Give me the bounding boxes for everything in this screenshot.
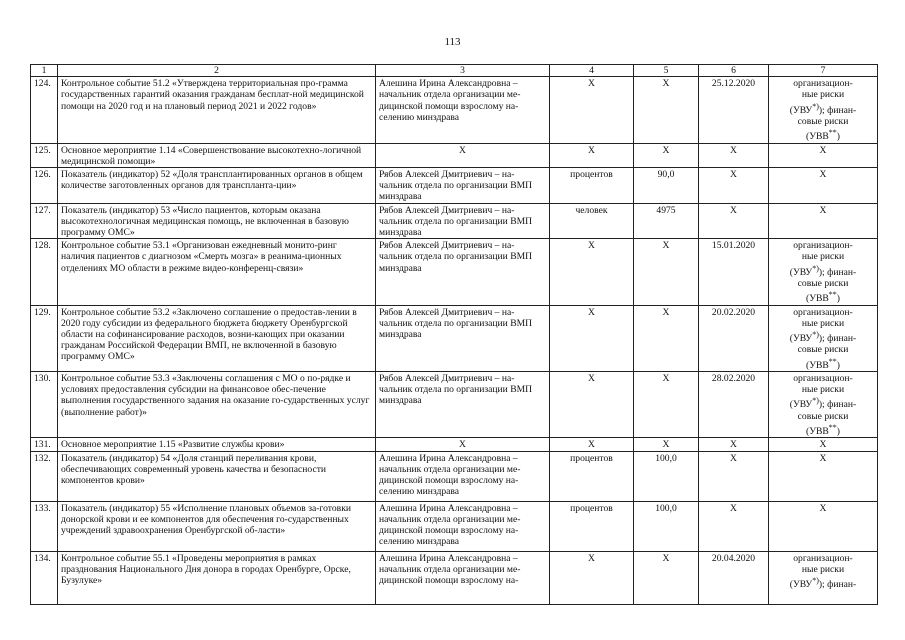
risk-line: организацион- bbox=[793, 240, 853, 252]
responsible-person: Рябов Алексей Дмитриевич – на-чальник отдела по организации ВМП минздрава bbox=[376, 305, 550, 371]
date-cell: Х bbox=[699, 168, 769, 204]
risk-cell bbox=[769, 239, 878, 305]
unit-cell: Х bbox=[550, 551, 634, 604]
risk-line: организацион- bbox=[793, 78, 853, 90]
risk-line: организацион- bbox=[793, 552, 853, 564]
risk-uvv: (УВВ bbox=[806, 131, 829, 143]
risk-cell: Х bbox=[769, 438, 878, 451]
risk-line: ные риски bbox=[801, 89, 845, 101]
table-row bbox=[31, 451, 878, 501]
value-cell: Х bbox=[634, 305, 699, 371]
table-row bbox=[31, 143, 878, 167]
row-number: 129. bbox=[31, 305, 58, 371]
risk-uvu: (УВУ bbox=[789, 579, 813, 591]
value-cell: Х bbox=[634, 77, 699, 143]
responsible-person: Рябов Алексей Дмитриевич – на-чальник отдела по организации ВМП минздрава bbox=[376, 168, 550, 204]
event-description: Показатель (индикатор) 53 «Число пациентов, которым оказана высокотехнологичная медицинская помощь, не включенная в базовую программу ОМС» bbox=[58, 203, 376, 239]
risk-cell: Х bbox=[769, 168, 878, 204]
risk-cell: Х bbox=[769, 143, 878, 167]
unit-cell: Х bbox=[550, 239, 634, 305]
risk-line: совые риски bbox=[797, 278, 849, 290]
risk-uvu: ); финан- bbox=[818, 399, 857, 411]
risk-cell bbox=[769, 551, 878, 604]
event-description: Показатель (индикатор) 54 «Доля станций переливания крови, обеспечивающих современный уровень качества и безопасности компонентов крови» bbox=[58, 451, 376, 501]
unit-cell: Х bbox=[550, 77, 634, 143]
row-number: 130. bbox=[31, 372, 58, 438]
risk-uvu: ); финан- bbox=[818, 266, 857, 278]
risk-uvv: (УВВ bbox=[806, 359, 829, 371]
header-row bbox=[31, 65, 878, 77]
date-cell: 15.01.2020 bbox=[699, 239, 769, 305]
risk-uvu: (УВУ bbox=[789, 104, 813, 116]
risk-text bbox=[772, 78, 874, 142]
risk-text bbox=[772, 240, 874, 304]
risk-cell bbox=[769, 372, 878, 438]
date-cell: 28.02.2020 bbox=[699, 372, 769, 438]
risk-line: ные риски bbox=[801, 384, 845, 396]
date-cell: 20.04.2020 bbox=[699, 551, 769, 604]
risk-cell bbox=[769, 77, 878, 143]
column-header-3: 3 bbox=[376, 65, 550, 77]
unit-cell: процентов bbox=[550, 501, 634, 551]
column-header-2: 2 bbox=[58, 65, 376, 77]
column-header-1: 1 bbox=[31, 65, 58, 77]
table-row bbox=[31, 305, 878, 371]
row-number: 132. bbox=[31, 451, 58, 501]
risk-footnote-mark: *) bbox=[812, 101, 819, 111]
risk-cell: Х bbox=[769, 203, 878, 239]
value-cell: 100,0 bbox=[634, 501, 699, 551]
column-header-5: 5 bbox=[634, 65, 699, 77]
responsible-person: Алешина Ирина Александровна – начальник отдела организации ме-дицинской помощи взрослому на-селению минздрава bbox=[376, 451, 550, 501]
page-number: 113 bbox=[444, 36, 461, 48]
event-description: Показатель (индикатор) 55 «Исполнение плановых объемов за-готовки донорской крови и ее компонентов для обеспечения го-сударственных учреждений здравоохранения Оренбургской об-ласти» bbox=[58, 501, 376, 551]
responsible-person: Рябов Алексей Дмитриевич – на-чальник отдела по организации ВМП минздрава bbox=[376, 372, 550, 438]
unit-cell: процентов bbox=[550, 451, 634, 501]
risk-text bbox=[772, 373, 874, 437]
value-cell: Х bbox=[634, 143, 699, 167]
table-row bbox=[31, 501, 878, 551]
risk-uvu: ); финан- bbox=[818, 333, 857, 345]
date-cell: Х bbox=[699, 203, 769, 239]
table-row bbox=[31, 168, 878, 204]
risk-cell: Х bbox=[769, 501, 878, 551]
column-header-7: 7 bbox=[769, 65, 878, 77]
responsible-person: Х bbox=[376, 143, 550, 167]
unit-cell: человек bbox=[550, 203, 634, 239]
risk-uvu: ); финан- bbox=[818, 104, 857, 116]
row-number: 134. bbox=[31, 551, 58, 604]
event-description: Контрольное событие 53.1 «Организован ежедневный монито-ринг наличия пациентов с диагнозом «Смерть мозга» в реанима-ционных отделениях МО области в режиме видео-конференц-связи» bbox=[58, 239, 376, 305]
unit-cell: Х bbox=[550, 438, 634, 451]
event-description: Контрольное событие 53.3 «Заключены соглашения с МО о по-рядке и условиях предоставления субсидии на финансовое обес-печение выполнения государственного задания на оказание го-сударственных услуг (выполнение работ)» bbox=[58, 372, 376, 438]
date-cell: Х bbox=[699, 501, 769, 551]
responsible-person: Рябов Алексей Дмитриевич – на-чальник отдела по организации ВМП минздрава bbox=[376, 239, 550, 305]
responsible-person: Алешина Ирина Александровна – начальник отдела организации ме-дицинской помощи взрослому на-селению минздрава bbox=[376, 77, 550, 143]
value-cell: 100,0 bbox=[634, 451, 699, 501]
risk-uvu: ); финан- bbox=[818, 579, 857, 591]
value-cell: Х bbox=[634, 438, 699, 451]
risk-footnote-mark: ** bbox=[828, 356, 837, 366]
risk-uvv: ) bbox=[836, 426, 840, 438]
risk-footnote-mark: ** bbox=[828, 423, 837, 432]
value-cell: Х bbox=[634, 372, 699, 438]
risk-text bbox=[772, 553, 874, 591]
unit-cell: Х bbox=[550, 372, 634, 438]
risk-footnote-mark: ** bbox=[828, 290, 837, 300]
row-number: 125. bbox=[31, 143, 58, 167]
risk-line: совые риски bbox=[797, 410, 849, 422]
responsible-person: Алешина Ирина Александровна – начальник отдела организации ме-дицинской помощи взрослому на- bbox=[376, 551, 550, 604]
row-number: 128. bbox=[31, 239, 58, 305]
risk-cell: Х bbox=[769, 451, 878, 501]
event-description: Контрольное событие 53.2 «Заключено соглашение о предостав-лении в 2020 году субсидии из федерального бюджета бюджету Оренбургской области на софинансирование расходов, возни-кающих при оказании гражданам Российской Федерации ВМП, не включенной в базовую программу ОМС» bbox=[58, 305, 376, 371]
risk-footnote-mark: *) bbox=[812, 396, 819, 406]
risk-uvv: (УВВ bbox=[806, 426, 829, 438]
event-description: Основное мероприятие 1.15 «Развитие службы крови» bbox=[58, 438, 376, 451]
row-number: 131. bbox=[31, 438, 58, 451]
unit-cell: Х bbox=[550, 305, 634, 371]
value-cell: 90,0 bbox=[634, 168, 699, 204]
risk-footnote-mark: ** bbox=[828, 128, 837, 138]
date-cell: Х bbox=[699, 143, 769, 167]
risk-line: совые риски bbox=[797, 116, 849, 127]
column-header-6: 6 bbox=[699, 65, 769, 77]
risk-line: организацион- bbox=[793, 306, 853, 318]
table-row bbox=[31, 203, 878, 239]
plan-table bbox=[30, 64, 878, 605]
table-row bbox=[31, 372, 878, 438]
column-header-4: 4 bbox=[550, 65, 634, 77]
event-description: Основное мероприятие 1.14 «Совершенствование высокотехно-логичной медицинской помощи» bbox=[58, 143, 376, 167]
row-number: 133. bbox=[31, 501, 58, 551]
risk-uvv: ) bbox=[836, 293, 840, 305]
risk-uvv: (УВВ bbox=[806, 293, 829, 305]
unit-cell: процентов bbox=[550, 168, 634, 204]
row-number: 126. bbox=[31, 168, 58, 204]
value-cell: 4975 bbox=[634, 203, 699, 239]
risk-uvv: ) bbox=[836, 359, 840, 371]
value-cell: Х bbox=[634, 239, 699, 305]
risk-footnote-mark: *) bbox=[812, 330, 819, 340]
table-row bbox=[31, 438, 878, 451]
responsible-person: Рябов Алексей Дмитриевич – на-чальник отдела по организации ВМП минздрава bbox=[376, 203, 550, 239]
risk-uvu: (УВУ bbox=[789, 266, 813, 278]
table-row bbox=[31, 551, 878, 604]
responsible-person: Алешина Ирина Александровна – начальник отдела организации ме-дицинской помощи взрослому на-селению минздрава bbox=[376, 501, 550, 551]
risk-text bbox=[772, 307, 874, 371]
risk-uvu: (УВУ bbox=[789, 333, 813, 345]
risk-footnote-mark: *) bbox=[812, 263, 819, 273]
table-row bbox=[31, 77, 878, 143]
unit-cell: Х bbox=[550, 143, 634, 167]
row-number: 127. bbox=[31, 203, 58, 239]
risk-line: совые риски bbox=[797, 344, 849, 356]
risk-footnote-mark: *) bbox=[812, 576, 819, 585]
risk-uvv: ) bbox=[836, 131, 840, 143]
date-cell: 20.02.2020 bbox=[699, 305, 769, 371]
risk-line: ные риски bbox=[801, 251, 845, 263]
date-cell: Х bbox=[699, 438, 769, 451]
date-cell: Х bbox=[699, 451, 769, 501]
risk-line: ные риски bbox=[801, 317, 845, 329]
table-row bbox=[31, 239, 878, 305]
row-number: 124. bbox=[31, 77, 58, 143]
date-cell: 25.12.2020 bbox=[699, 77, 769, 143]
value-cell: Х bbox=[634, 551, 699, 604]
risk-line: ные риски bbox=[801, 563, 845, 575]
risk-cell bbox=[769, 305, 878, 371]
event-description: Контрольное событие 55.1 «Проведены мероприятия в рамках празднования Национального Дня донора в городах Оренбурге, Орске, Бузулуке» bbox=[58, 551, 376, 604]
risk-line: организацион- bbox=[793, 373, 853, 384]
risk-uvu: (УВУ bbox=[789, 399, 813, 411]
responsible-person: Х bbox=[376, 438, 550, 451]
event-description: Контрольное событие 51.2 «Утверждена территориальная про-грамма государственных гарантий оказания гражданам бесплат-ной медицинской помощи на 2020 год и на плановый период 2021 и 2022 годов» bbox=[58, 77, 376, 143]
event-description: Показатель (индикатор) 52 «Доля трансплантированных органов в общем количестве заготовленных органов для транспланта-ции» bbox=[58, 168, 376, 204]
